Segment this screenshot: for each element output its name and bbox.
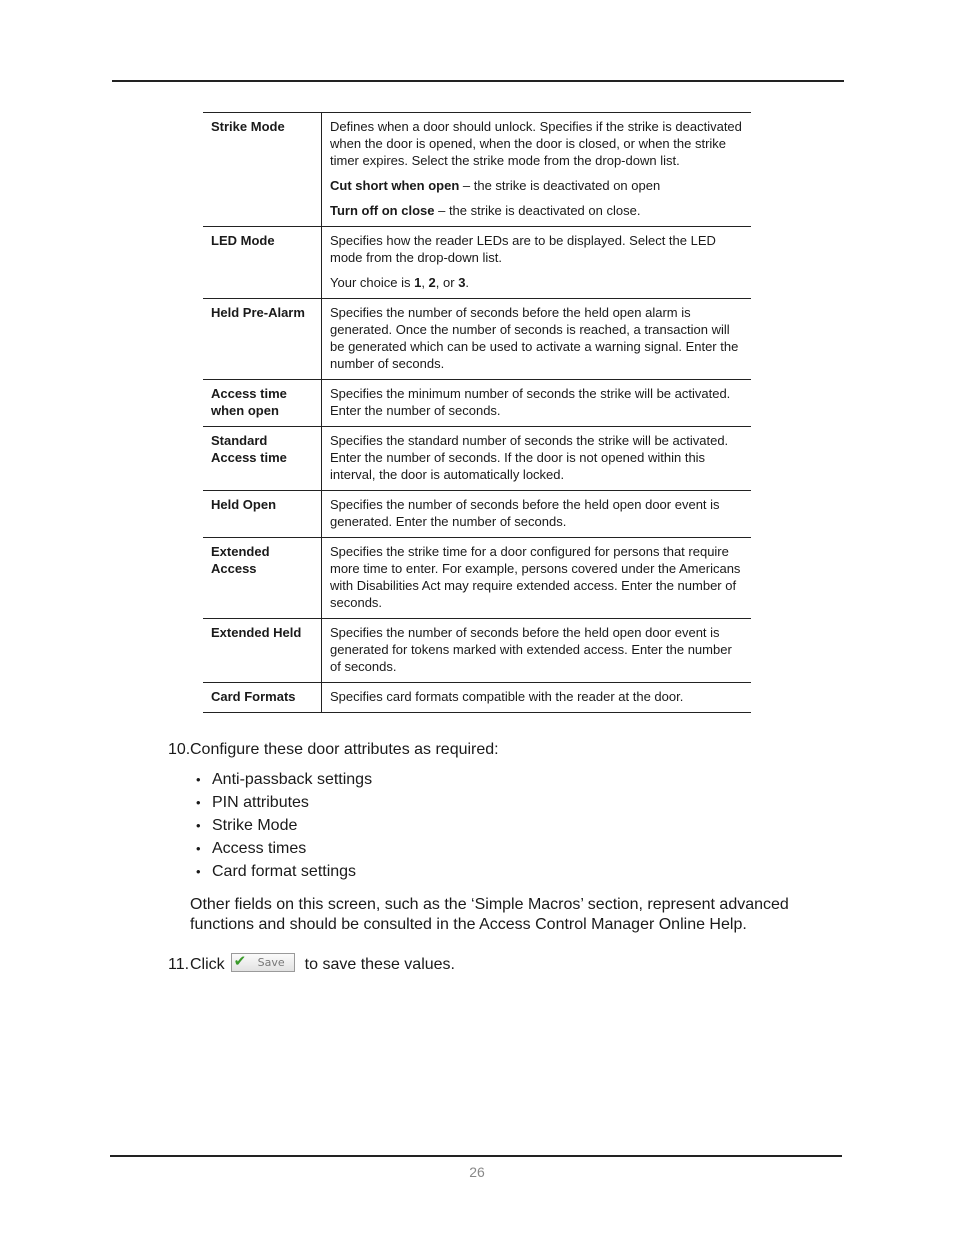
description-paragraph [330,232,743,266]
description-paragraph [330,274,743,291]
page-number: 26 [469,1164,485,1180]
description-text: Specifies the strike time for a door configured for persons that require more time to enter. For example, persons covered under the Americans with Disabilities Act may require extended access. Enter the number of seconds. [330,544,741,610]
table-row [203,538,751,619]
list-item: • Access times [196,839,848,862]
table-row [203,491,751,538]
advanced-functions-note: Other fields on this screen, such as the ‘Simple Macros’ section, represent advanced functions and should be consulted in the Access Control Manager Online Help. [190,896,789,933]
step-11-suffix: to save these values. [304,956,455,973]
description-paragraph [330,543,743,611]
table-row [203,683,751,713]
attribute-description [322,683,752,713]
attribute-term: Standard Access time [203,427,322,491]
attribute-description [322,619,752,683]
attribute-description [322,538,752,619]
description-text: Specifies the minimum number of seconds the strike will be activated. Enter the number of seconds. [330,386,731,418]
attribute-description [322,227,752,299]
door-attributes-table [203,112,751,713]
description-text: Defines when a door should unlock. Specifies if the strike is deactivated when the door is opened, when the door is closed, or when the strike timer expires. Select the strike mode from the drop-down list. [330,119,742,168]
list-item: • Anti-passback settings [196,770,848,793]
attribute-term: Card Formats [203,683,322,713]
save-button[interactable] [231,953,295,972]
step-11 [168,952,848,975]
description-text: Specifies the number of seconds before the held open door event is generated for tokens marked with extended access. Enter the number of seconds. [330,625,732,674]
step-10 [168,740,848,935]
description-text: , or [435,275,459,290]
bold-term: 2 [428,275,436,290]
list-item: • PIN attributes [196,793,848,816]
bold-term: Turn off on close [330,203,435,218]
save-button-label: Save [257,956,285,970]
instruction-steps [168,740,848,975]
attribute-term: Held Open [203,491,322,538]
bold-term: 3 [458,275,466,290]
description-paragraph [330,496,743,530]
description-paragraph [330,385,743,419]
attribute-term: Held Pre-Alarm [203,299,322,380]
description-text: Specifies card formats compatible with the reader at the door. [330,689,684,704]
attribute-description [322,299,752,380]
description-text: Specifies the number of seconds before the held open door event is generated. Enter the number of seconds. [330,497,720,529]
description-paragraph [330,304,743,372]
header-rule [112,80,844,82]
attribute-description [322,113,752,227]
attribute-description [322,380,752,427]
description-paragraph [330,202,743,219]
step-10-number: 10. [168,741,191,758]
description-paragraph [330,688,743,705]
table-row [203,299,751,380]
description-paragraph [330,432,743,483]
step-11-number: 11. [168,956,190,973]
description-text: Specifies how the reader LEDs are to be displayed. Select the LED mode from the drop-down list. [330,233,716,265]
attribute-term: Access time when open [203,380,322,427]
bold-term: Cut short when open [330,178,460,193]
checkmark-icon: ✔ [233,952,247,971]
table-row [203,227,751,299]
step-10-text: Configure these door attributes as required: [190,741,499,758]
description-text: – the strike is deactivated on open [459,178,661,193]
description-text: – the strike is deactivated on close. [434,203,641,218]
table-row [203,619,751,683]
attribute-term: Extended Access [203,538,322,619]
description-paragraph [330,118,743,169]
step-11-prefix: Click [190,956,225,973]
attribute-term: LED Mode [203,227,322,299]
door-attributes-table-body [203,113,751,713]
attribute-description [322,427,752,491]
attribute-description [322,491,752,538]
table-row [203,380,751,427]
door-attribute-list [190,770,848,885]
footer-rule [110,1155,842,1157]
description-text: Your choice is [330,275,415,290]
list-item: • Strike Mode [196,816,848,839]
description-text: Specifies the standard number of seconds the strike will be activated. Enter the number of seconds. If the door is not opened within this interval, the door is automatically locked. [330,433,729,482]
description-text: , [421,275,429,290]
attribute-term: Extended Held [203,619,322,683]
list-item: • Card format settings [196,862,848,885]
description-text: Specifies the number of seconds before the held open alarm is generated. Once the number of seconds is reached, a transaction will be generated which can be used to activate a warning signal. Enter the number of seconds. [330,305,739,371]
table-row [203,113,751,227]
attribute-term: Strike Mode [203,113,322,227]
description-paragraph [330,624,743,675]
table-row [203,427,751,491]
bold-term: 1 [414,275,422,290]
description-paragraph [330,177,743,194]
description-text: . [465,275,470,290]
